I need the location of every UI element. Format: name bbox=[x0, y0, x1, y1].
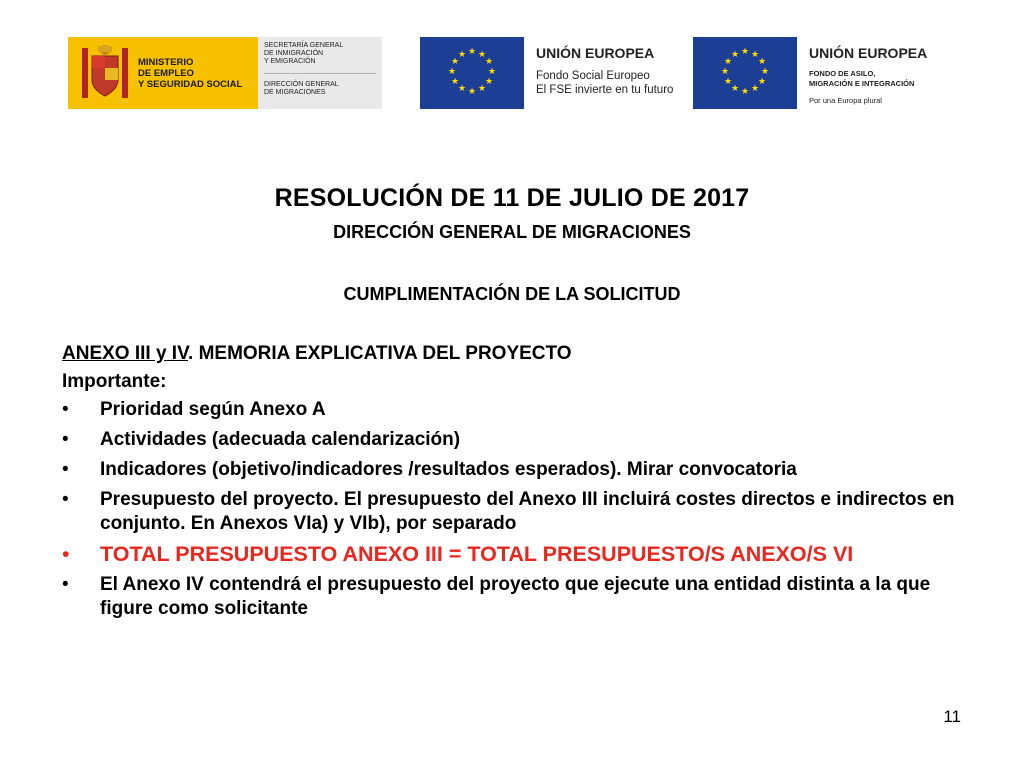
svg-text:★: ★ bbox=[757, 77, 767, 87]
svg-text:★: ★ bbox=[487, 67, 497, 77]
annex-underlined: ANEXO III y IV bbox=[62, 343, 189, 364]
secretaria-text: SECRETARÍA GENERAL DE INMIGRACIÓN Y EMIGRACIÓN bbox=[264, 42, 344, 65]
annex-line bbox=[62, 342, 972, 366]
svg-text:★: ★ bbox=[484, 77, 494, 87]
list-item-highlight: • TOTAL PRESUPUESTO ANEXO III = TOTAL PRESUPUESTO/S ANEXO/S VI bbox=[62, 542, 972, 567]
list-item: • Actividades (adecuada calendarización) bbox=[62, 428, 972, 452]
eu-fami-line2: MIGRACIÓN E INTEGRACIÓN bbox=[809, 79, 915, 88]
logo-divider bbox=[264, 73, 376, 74]
eu-fami-line1: FONDO DE ASILO, bbox=[809, 69, 876, 78]
eu-fami-logo bbox=[693, 37, 927, 109]
eu-flag-icon bbox=[420, 37, 524, 109]
svg-text:★: ★ bbox=[447, 67, 457, 77]
svg-text:★: ★ bbox=[760, 67, 770, 77]
eu-fse-title: UNIÓN EUROPEA bbox=[536, 45, 655, 61]
list-item: • Prioridad según Anexo A bbox=[62, 398, 972, 422]
svg-text:★: ★ bbox=[757, 57, 767, 67]
eu-fse-text bbox=[524, 37, 673, 109]
eu-fami-title: UNIÓN EUROPEA bbox=[809, 45, 928, 61]
eu-fami-tagline: Por una Europa plural bbox=[809, 96, 882, 105]
coat-of-arms-icon bbox=[78, 42, 132, 104]
ministerio-logo bbox=[68, 37, 382, 109]
ministerio-grey-block bbox=[258, 37, 382, 109]
svg-text:★: ★ bbox=[484, 57, 494, 67]
svg-text:★: ★ bbox=[740, 47, 750, 57]
svg-text:★: ★ bbox=[740, 87, 750, 97]
svg-text:★: ★ bbox=[457, 84, 467, 94]
eu-flag-icon bbox=[693, 37, 797, 109]
section-heading: CUMPLIMENTACIÓN DE LA SOLICITUD bbox=[343, 284, 681, 304]
svg-text:★: ★ bbox=[730, 50, 740, 60]
svg-text:★: ★ bbox=[467, 47, 477, 57]
annex-rest: . MEMORIA EXPLICATIVA DEL PROYECTO bbox=[188, 343, 572, 364]
svg-text:★: ★ bbox=[750, 84, 760, 94]
svg-text:★: ★ bbox=[477, 84, 487, 94]
svg-text:★: ★ bbox=[750, 50, 760, 60]
svg-text:★: ★ bbox=[730, 84, 740, 94]
eu-fse-logo bbox=[420, 37, 673, 109]
svg-text:★: ★ bbox=[477, 50, 487, 60]
svg-text:★: ★ bbox=[457, 50, 467, 60]
list-item: • El Anexo IV contendrá el presupuesto del proyecto que ejecute una entidad distinta a la que figure como solicitante bbox=[62, 573, 972, 621]
page-title: RESOLUCIÓN DE 11 DE JULIO DE 2017 bbox=[274, 184, 750, 212]
important-label: Importante: bbox=[62, 371, 167, 392]
page-subtitle: DIRECCIÓN GENERAL DE MIGRACIONES bbox=[333, 222, 691, 242]
eu-fse-line2: El FSE invierte en tu futuro bbox=[536, 84, 674, 96]
svg-text:★: ★ bbox=[450, 57, 460, 67]
svg-text:★: ★ bbox=[467, 87, 477, 97]
direccion-text: DIRECCIÓN GENERAL DE MIGRACIONES bbox=[264, 81, 339, 96]
svg-text:★: ★ bbox=[723, 57, 733, 67]
page-number: 11 bbox=[943, 707, 961, 726]
svg-text:★: ★ bbox=[450, 77, 460, 87]
ministerio-text: MINISTERIO DE EMPLEO Y SEGURIDAD SOCIAL bbox=[138, 56, 243, 90]
list-item: • Indicadores (objetivo/indicadores /resultados esperados). Mirar convocatoria bbox=[62, 458, 972, 482]
bullet-list bbox=[62, 398, 972, 621]
list-item: • Presupuesto del proyecto. El presupuesto del Anexo III incluirá costes directos e indirectos en conjunto. En Anexos VIa) y VIb), por separado bbox=[62, 488, 972, 536]
eu-fami-text bbox=[797, 37, 927, 109]
svg-text:★: ★ bbox=[723, 77, 733, 87]
svg-text:★: ★ bbox=[720, 67, 730, 77]
eu-fse-line1: Fondo Social Europeo bbox=[536, 70, 650, 82]
slide-body bbox=[62, 342, 972, 627]
ministerio-yellow-block bbox=[68, 37, 258, 109]
